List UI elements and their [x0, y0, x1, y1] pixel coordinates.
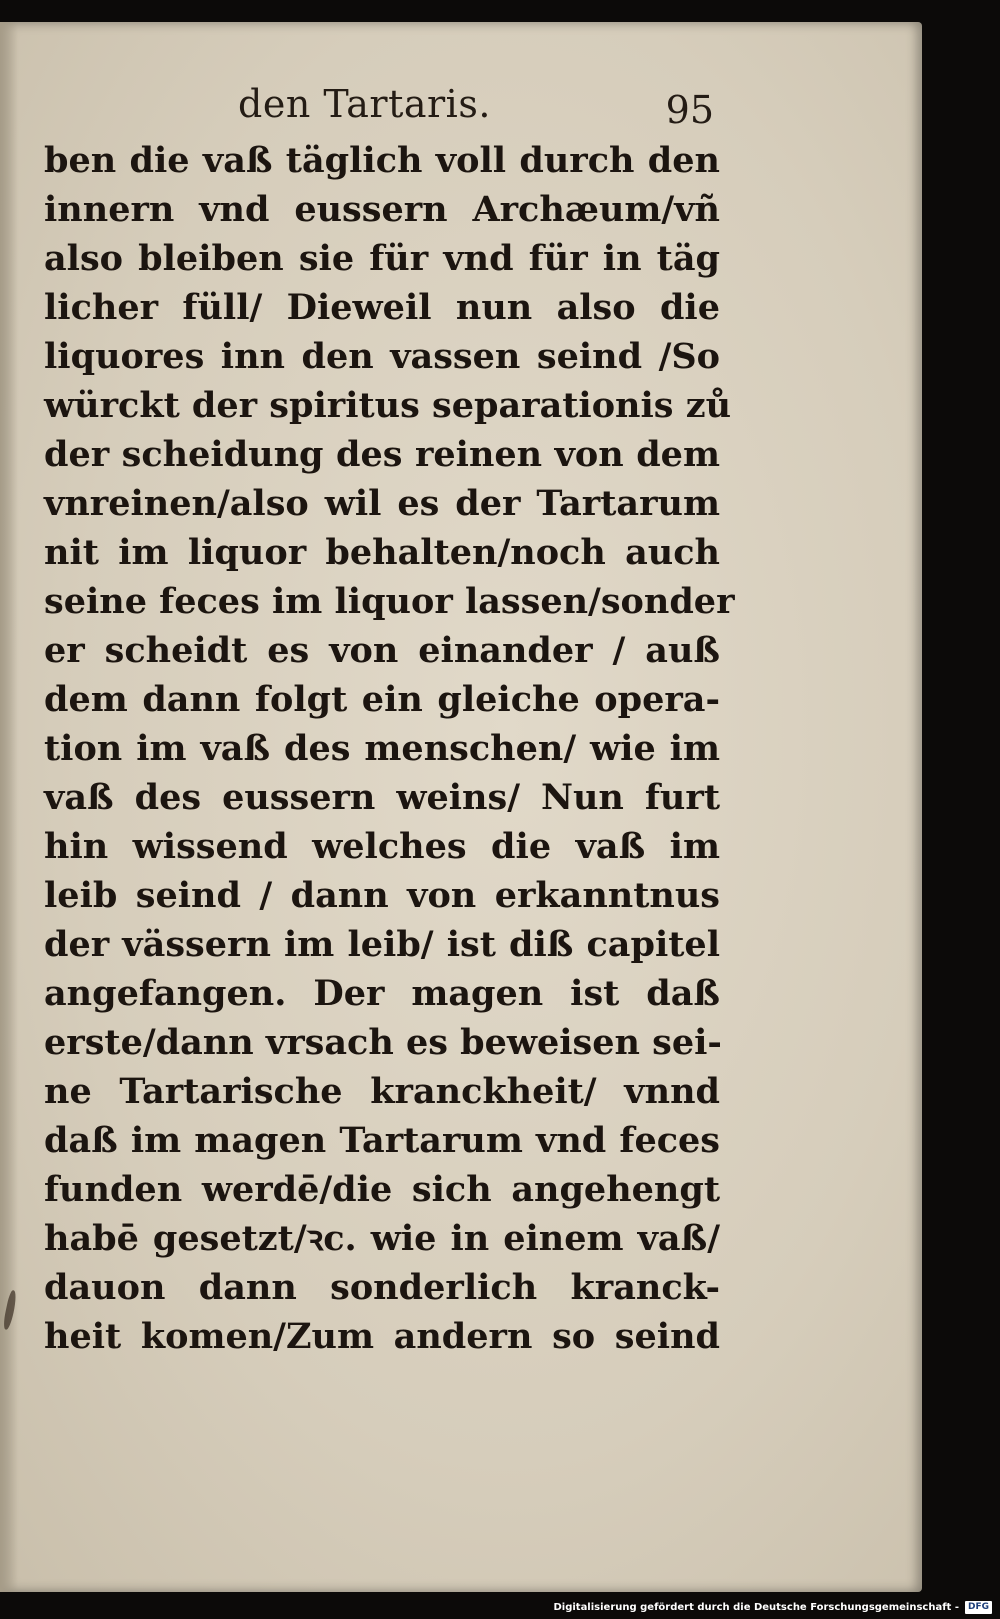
text-line: habē gesetzt/ꝛc. wie in einem vaß/	[44, 1218, 720, 1259]
text-line: würckt der spiritus separationis zů	[44, 385, 732, 426]
text-line: heit komen/Zum andern so seind	[44, 1316, 720, 1357]
text-line: licher füll/ Dieweil nun also die	[44, 287, 720, 328]
digitization-footer	[553, 1599, 992, 1615]
text-line: der scheidung des reinen von dem	[44, 434, 720, 475]
ink-mark	[2, 1290, 18, 1331]
text-line: funden werdē/die sich angehengt	[44, 1169, 720, 1210]
text-line: vaß des eussern weins/ Nun furt	[44, 777, 720, 818]
book-page	[0, 22, 922, 1592]
body-text	[44, 136, 735, 1361]
text-line: er scheidt es von einander / auß	[44, 630, 720, 671]
funding-credit: Digitalisierung gefördert durch die Deutsche Forschungsgemeinschaft -	[553, 1601, 959, 1613]
text-line: der vässern im leib/ ist diß capitel	[44, 924, 720, 965]
dfg-logo: DFG	[965, 1601, 992, 1614]
text-line: liquores inn den vassen seind /So	[44, 336, 720, 377]
text-line: erste/dann vrsach es beweisen sei-	[44, 1022, 722, 1063]
text-line: hin wissend welches die vaß im	[44, 826, 720, 867]
page-header	[42, 74, 714, 144]
page-number: 95	[665, 88, 714, 132]
text-line: nit im liquor behalten/noch auch	[44, 532, 720, 573]
text-line: vnreinen/also wil es der Tartarum	[44, 483, 720, 524]
text-line: ben die vaß täglich voll durch den	[44, 140, 720, 181]
text-line: also bleiben sie für vnd für in täg	[44, 238, 720, 279]
text-line: seine feces im liquor lassen/sonder	[44, 581, 735, 622]
text-line: leib seind / dann von erkanntnus	[44, 875, 720, 916]
text-line: tion im vaß des menschen/ wie im	[44, 728, 720, 769]
text-line: dem dann folgt ein gleiche opera-	[44, 679, 720, 720]
running-head: den Tartaris.	[238, 82, 491, 126]
text-line: daß im magen Tartarum vnd feces	[44, 1120, 720, 1161]
text-line: angefangen. Der magen ist daß	[44, 973, 720, 1014]
text-line: dauon dann sonderlich kranck-	[44, 1267, 720, 1308]
text-line: innern vnd eussern Archæum/vñ	[44, 189, 720, 230]
text-line: ne Tartarische kranckheit/ vnnd	[44, 1071, 720, 1112]
